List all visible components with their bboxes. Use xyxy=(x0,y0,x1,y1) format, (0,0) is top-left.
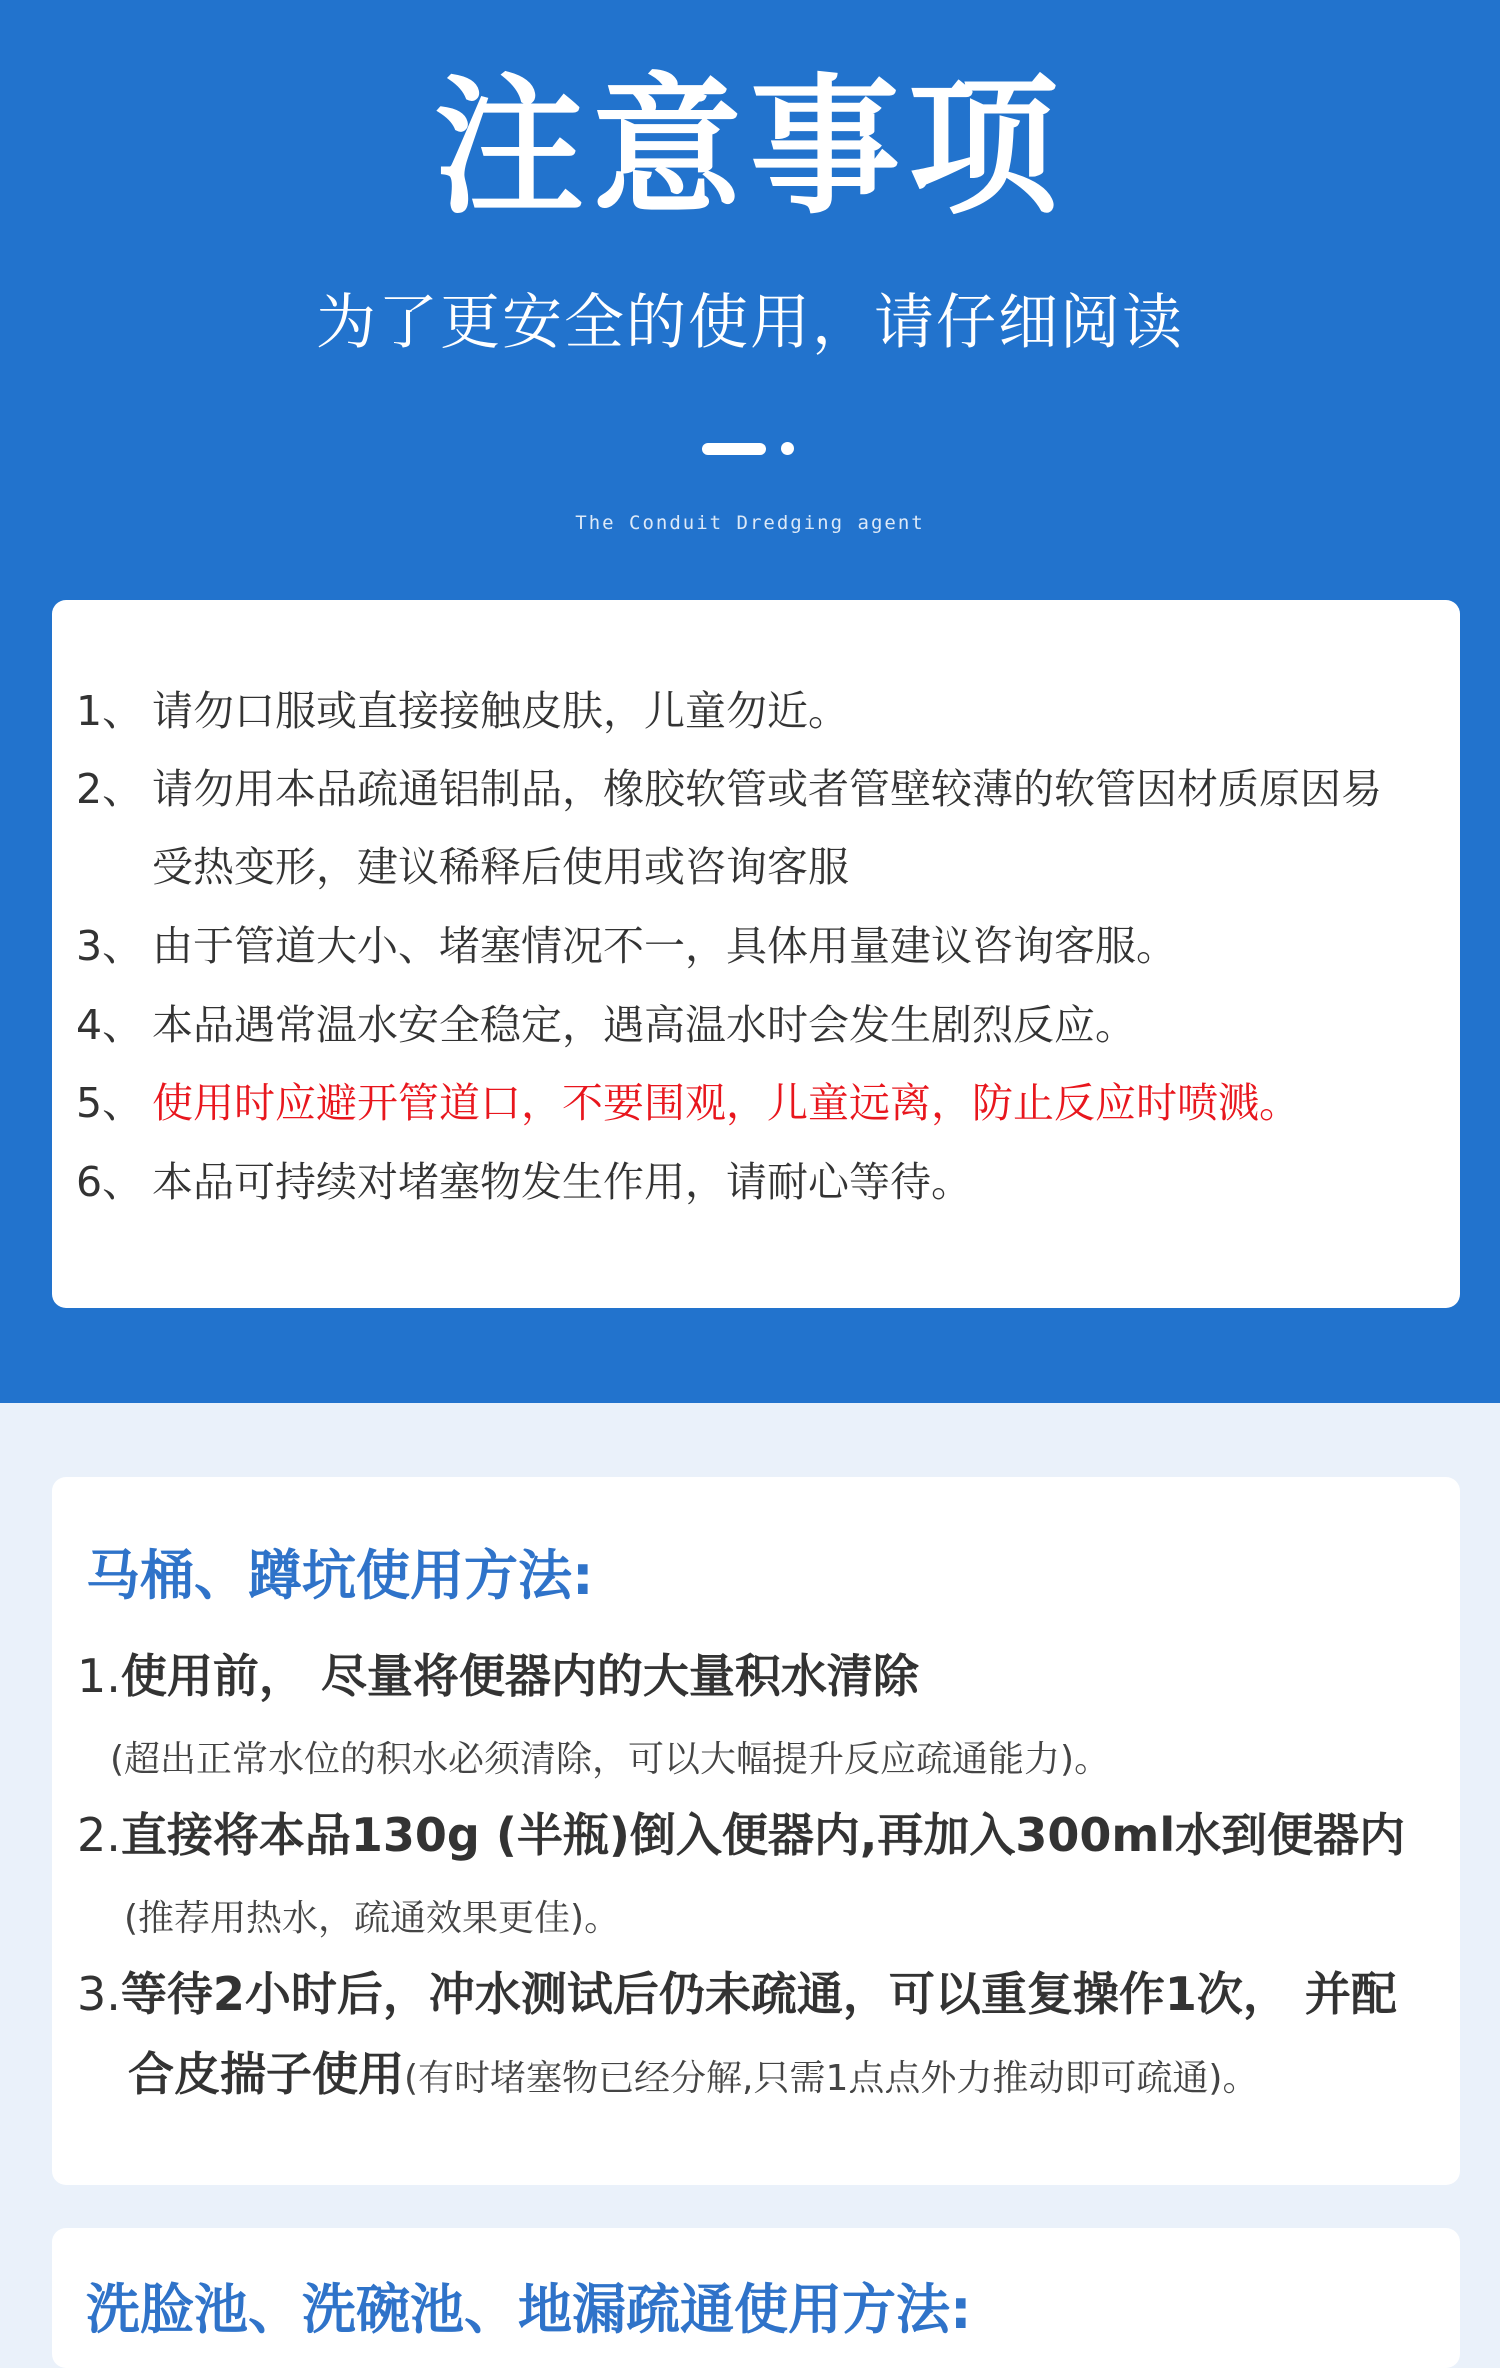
notice-item-3 xyxy=(76,907,1386,985)
step-text: 直接将本品130g (半瓶)倒入便器内,再加入300ml水到便器内 xyxy=(120,1808,1406,1862)
page-title: 注意事项 xyxy=(433,61,1066,235)
notice-text: 请勿口服或直接接触皮肤，儿童勿近。 xyxy=(152,687,849,735)
product-tagline: The Conduit Dredging agent xyxy=(575,512,925,534)
notice-item-2 xyxy=(76,750,1386,906)
toilet-section-heading: 马桶、蹲坑使用方法: xyxy=(86,1544,594,1607)
step-text: 等待2小时后，冲水测试后仍未疏通，可以重复操作1次， 并配 xyxy=(120,1967,1397,2021)
notice-item-1 xyxy=(76,672,1386,750)
notice-number: 6、 xyxy=(76,1158,144,1206)
notice-text: 请勿用本品疏通铝制品，橡胶软管或者管壁较薄的软管因材质原因易受热变形，建议稀释后使用或咨询客服 xyxy=(152,765,1382,891)
toilet-step-2 xyxy=(77,1796,1457,1874)
page-subtitle: 为了更安全的使用，请仔细阅读 xyxy=(316,288,1184,358)
notice-number: 1、 xyxy=(76,687,144,735)
toilet-step-2-note: (推荐用热水，疏通效果更佳)。 xyxy=(124,1898,621,1939)
notice-number: 3、 xyxy=(76,922,144,970)
sink-section-heading: 洗脸池、洗碗池、地漏疏通使用方法: xyxy=(86,2278,972,2341)
toilet-step-3-continuation xyxy=(128,2035,1258,2113)
notice-text: 本品可持续对堵塞物发生作用，请耐心等待。 xyxy=(152,1158,972,1206)
divider-bar xyxy=(702,443,766,455)
toilet-step-1 xyxy=(77,1637,1457,1715)
notice-number: 4、 xyxy=(76,1001,144,1049)
toilet-step-3 xyxy=(77,1955,1457,2033)
step-text: 使用前， 尽量将便器内的大量积水清除 xyxy=(120,1649,919,1703)
step-number: 3. xyxy=(77,1967,121,2021)
toilet-step-3-note: (有时堵塞物已经分解,只需1点点外力推动即可疏通)。 xyxy=(404,2058,1259,2099)
notice-item-6 xyxy=(76,1143,1386,1221)
notice-item-4 xyxy=(76,986,1386,1064)
notice-text: 由于管道大小、堵塞情况不一，具体用量建议咨询客服。 xyxy=(152,922,1177,970)
toilet-step-1-note: (超出正常水位的积水必须清除，可以大幅提升反应疏通能力)。 xyxy=(110,1739,1111,1780)
notice-number: 5、 xyxy=(76,1079,144,1127)
notice-text: 本品遇常温水安全稳定，遇高温水时会发生剧烈反应。 xyxy=(152,1001,1136,1049)
notice-item-5-warning xyxy=(76,1064,1386,1142)
step-text-continuation: 合皮揣子使用 xyxy=(128,2047,404,2101)
divider-dot xyxy=(781,442,794,455)
notice-number: 2、 xyxy=(76,765,144,813)
step-number: 1. xyxy=(77,1649,121,1703)
notice-text-warning: 使用时应避开管道口，不要围观，儿童远离，防止反应时喷溅。 xyxy=(152,1079,1300,1127)
step-number: 2. xyxy=(77,1808,121,1862)
